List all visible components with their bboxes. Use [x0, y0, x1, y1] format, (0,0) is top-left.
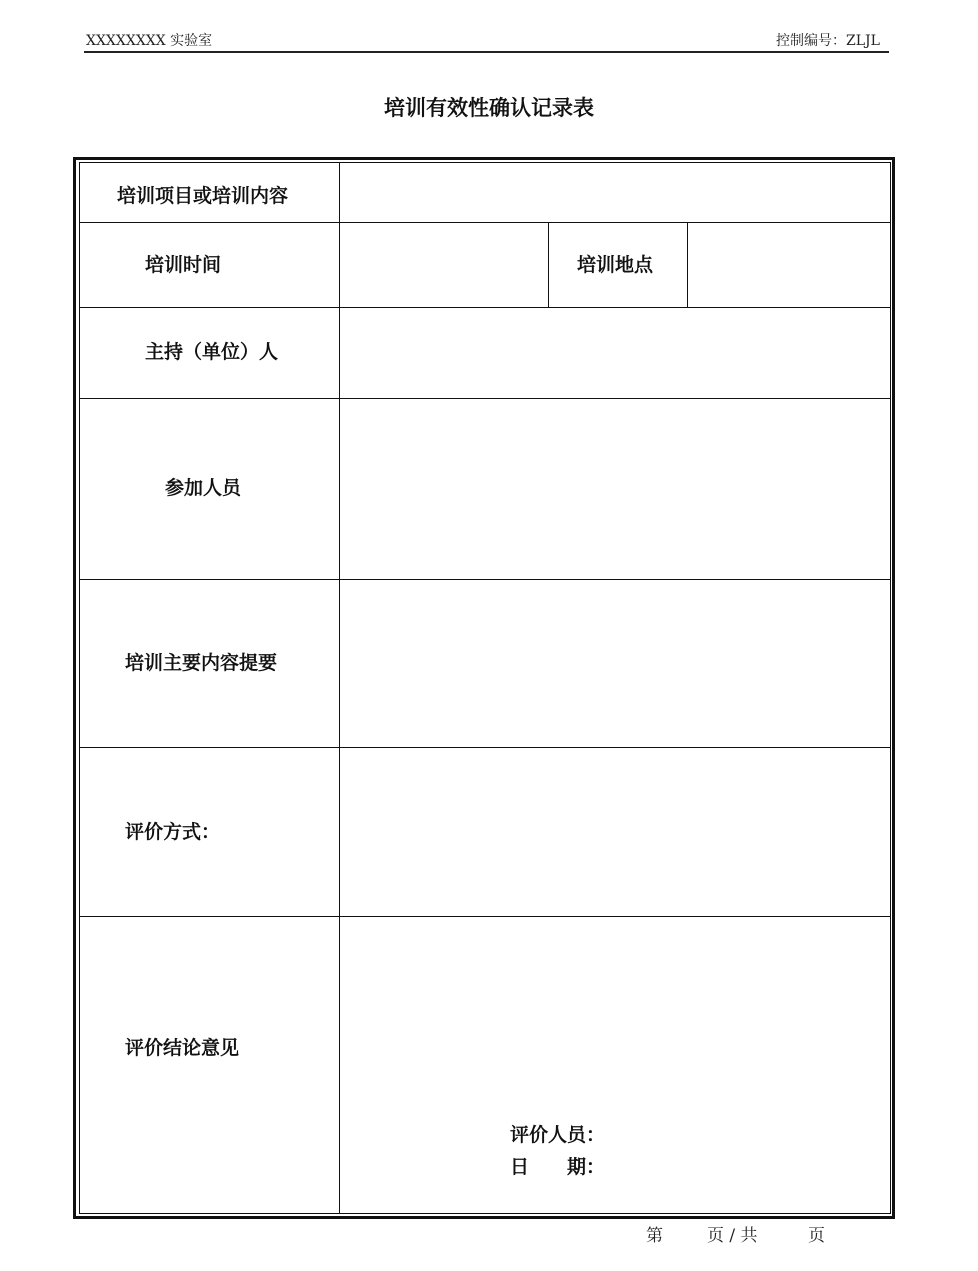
- row-divider: [79, 916, 891, 917]
- row-divider: [79, 579, 891, 580]
- host-label: 主持（单位）人: [145, 341, 279, 363]
- column-divider: [339, 162, 340, 1214]
- row-divider: [79, 747, 891, 748]
- row-divider: [79, 222, 891, 223]
- training-item-label: 培训项目或培训内容: [117, 185, 289, 207]
- row-divider: [79, 398, 891, 399]
- date-label: 日 期：: [510, 1156, 606, 1178]
- evaluation-method-label: 评价方式：: [125, 821, 221, 843]
- table-border-bottom: [79, 1213, 891, 1214]
- lab-name: XXXXXXXX 实验室: [86, 33, 213, 49]
- column-divider: [687, 222, 688, 308]
- header-divider: [84, 51, 889, 53]
- training-time-label: 培训时间: [145, 254, 222, 276]
- main-content-label: 培训主要内容提要: [125, 652, 278, 674]
- page-mid: 页 / 共: [707, 1226, 758, 1246]
- form-table: [79, 162, 892, 1214]
- column-divider: [548, 222, 549, 308]
- table-border-top: [79, 162, 891, 163]
- evaluation-conclusion-label: 评价结论意见: [125, 1037, 240, 1059]
- table-border-right: [890, 162, 891, 1214]
- form-title: 培训有效性确认记录表: [384, 96, 594, 120]
- training-place-label: 培训地点: [577, 254, 654, 276]
- control-number: 控制编号：ZLJL: [776, 33, 880, 49]
- page-prefix: 第: [646, 1226, 663, 1246]
- page-suffix: 页: [808, 1226, 825, 1246]
- row-divider: [79, 307, 891, 308]
- table-border-left: [79, 162, 80, 1214]
- participants-label: 参加人员: [165, 477, 242, 499]
- evaluator-label: 评价人员：: [510, 1124, 606, 1146]
